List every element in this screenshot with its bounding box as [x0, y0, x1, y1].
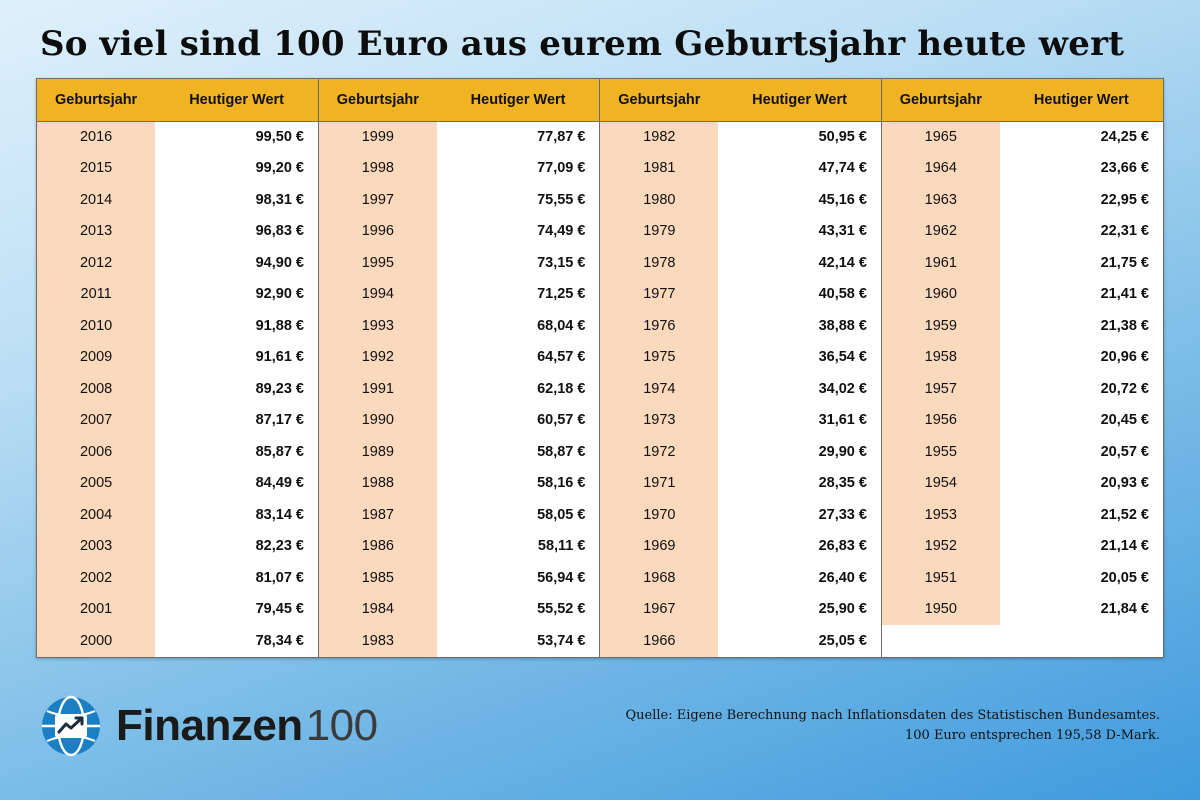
- table-row: [37, 468, 1163, 500]
- cell-year: 1972: [600, 436, 718, 468]
- cell-value: 78,34 €: [155, 625, 318, 657]
- cell-year: 2014: [37, 184, 155, 216]
- table-grid: [37, 79, 1163, 657]
- cell-year: 1993: [318, 310, 436, 342]
- cell-value: 58,87 €: [437, 436, 600, 468]
- cell-year: 1968: [600, 562, 718, 594]
- cell-value: 81,07 €: [155, 562, 318, 594]
- table-row: [37, 153, 1163, 185]
- cell-year: 1960: [881, 279, 999, 311]
- cell-value: 20,45 €: [1000, 405, 1163, 437]
- cell-year: 1973: [600, 405, 718, 437]
- cell-year: 2001: [37, 594, 155, 626]
- cell-value: [1000, 625, 1163, 657]
- cell-value: 38,88 €: [718, 310, 881, 342]
- cell-value: 60,57 €: [437, 405, 600, 437]
- cell-year: 1965: [881, 121, 999, 153]
- cell-year: 1955: [881, 436, 999, 468]
- table-row: [37, 405, 1163, 437]
- cell-year: 2008: [37, 373, 155, 405]
- cell-value: 21,75 €: [1000, 247, 1163, 279]
- cell-year: 2002: [37, 562, 155, 594]
- cell-year: 1954: [881, 468, 999, 500]
- cell-value: 75,55 €: [437, 184, 600, 216]
- cell-value: 31,61 €: [718, 405, 881, 437]
- cell-value: 94,90 €: [155, 247, 318, 279]
- cell-value: 27,33 €: [718, 499, 881, 531]
- cell-year: 1980: [600, 184, 718, 216]
- globe-chart-icon: [40, 695, 102, 757]
- cell-value: 84,49 €: [155, 468, 318, 500]
- cell-year: 1962: [881, 216, 999, 248]
- cell-year: 1967: [600, 594, 718, 626]
- cell-year: 1952: [881, 531, 999, 563]
- cell-value: 25,05 €: [718, 625, 881, 657]
- cell-year: 2000: [37, 625, 155, 657]
- table-row: [37, 562, 1163, 594]
- cell-year: 1981: [600, 153, 718, 185]
- cell-value: 20,72 €: [1000, 373, 1163, 405]
- cell-value: 62,18 €: [437, 373, 600, 405]
- cell-value: 23,66 €: [1000, 153, 1163, 185]
- cell-year: 1956: [881, 405, 999, 437]
- header-wert-3: Heutiger Wert: [718, 79, 881, 121]
- cell-year: 1970: [600, 499, 718, 531]
- cell-value: 45,16 €: [718, 184, 881, 216]
- cell-value: 73,15 €: [437, 247, 600, 279]
- cell-year: 2012: [37, 247, 155, 279]
- cell-value: 20,96 €: [1000, 342, 1163, 374]
- cell-value: 99,50 €: [155, 121, 318, 153]
- table-row: [37, 436, 1163, 468]
- table-row: [37, 279, 1163, 311]
- cell-value: 28,35 €: [718, 468, 881, 500]
- table-row: [37, 625, 1163, 657]
- brand: [40, 695, 378, 757]
- cell-value: 29,90 €: [718, 436, 881, 468]
- cell-value: 34,02 €: [718, 373, 881, 405]
- brand-name: Finanzen: [116, 700, 303, 750]
- cell-value: 20,57 €: [1000, 436, 1163, 468]
- cell-year: 1989: [318, 436, 436, 468]
- cell-value: 43,31 €: [718, 216, 881, 248]
- cell-year: 1969: [600, 531, 718, 563]
- cell-year: 1959: [881, 310, 999, 342]
- header-wert-1: Heutiger Wert: [155, 79, 318, 121]
- cell-value: 55,52 €: [437, 594, 600, 626]
- cell-value: 85,87 €: [155, 436, 318, 468]
- cell-year: 1963: [881, 184, 999, 216]
- cell-value: 21,41 €: [1000, 279, 1163, 311]
- cell-year: 2005: [37, 468, 155, 500]
- table-row: [37, 121, 1163, 153]
- cell-year: 1982: [600, 121, 718, 153]
- cell-value: 26,40 €: [718, 562, 881, 594]
- cell-year: 1988: [318, 468, 436, 500]
- cell-value: 22,95 €: [1000, 184, 1163, 216]
- cell-year: 1996: [318, 216, 436, 248]
- table-row: [37, 531, 1163, 563]
- cell-year: 1983: [318, 625, 436, 657]
- cell-value: 77,87 €: [437, 121, 600, 153]
- cell-value: 58,16 €: [437, 468, 600, 500]
- cell-value: 92,90 €: [155, 279, 318, 311]
- cell-year: 1976: [600, 310, 718, 342]
- cell-year: 1971: [600, 468, 718, 500]
- cell-value: 91,61 €: [155, 342, 318, 374]
- cell-year: 1999: [318, 121, 436, 153]
- cell-year: 1964: [881, 153, 999, 185]
- header-wert-2: Heutiger Wert: [437, 79, 600, 121]
- cell-year: 1978: [600, 247, 718, 279]
- cell-value: 50,95 €: [718, 121, 881, 153]
- source-line-2: 100 Euro entsprechen 195,58 D-Mark.: [905, 727, 1160, 743]
- cell-value: 26,83 €: [718, 531, 881, 563]
- cell-year: 1990: [318, 405, 436, 437]
- cell-value: 24,25 €: [1000, 121, 1163, 153]
- cell-value: 42,14 €: [718, 247, 881, 279]
- table-row: [37, 310, 1163, 342]
- cell-year: 2004: [37, 499, 155, 531]
- cell-value: 87,17 €: [155, 405, 318, 437]
- cell-year: 2016: [37, 121, 155, 153]
- cell-value: 25,90 €: [718, 594, 881, 626]
- cell-year: 1957: [881, 373, 999, 405]
- cell-value: 98,31 €: [155, 184, 318, 216]
- cell-year: 2009: [37, 342, 155, 374]
- cell-year: 2011: [37, 279, 155, 311]
- cell-value: 40,58 €: [718, 279, 881, 311]
- footer: [36, 658, 1164, 800]
- cell-value: 21,38 €: [1000, 310, 1163, 342]
- table-row: [37, 216, 1163, 248]
- value-table: [36, 78, 1164, 658]
- cell-value: 64,57 €: [437, 342, 600, 374]
- cell-value: 77,09 €: [437, 153, 600, 185]
- cell-value: 68,04 €: [437, 310, 600, 342]
- brand-suffix: 100: [305, 700, 378, 750]
- cell-value: 53,74 €: [437, 625, 600, 657]
- cell-year: 1991: [318, 373, 436, 405]
- cell-year: 1958: [881, 342, 999, 374]
- cell-value: 91,88 €: [155, 310, 318, 342]
- cell-year: 1995: [318, 247, 436, 279]
- cell-year: 1974: [600, 373, 718, 405]
- cell-value: 58,11 €: [437, 531, 600, 563]
- cell-value: 21,84 €: [1000, 594, 1163, 626]
- cell-value: 74,49 €: [437, 216, 600, 248]
- cell-year: 1961: [881, 247, 999, 279]
- cell-year: 1966: [600, 625, 718, 657]
- cell-value: 22,31 €: [1000, 216, 1163, 248]
- cell-year: 1987: [318, 499, 436, 531]
- header-geburtsjahr-3: Geburtsjahr: [600, 79, 718, 121]
- table-head: [37, 79, 1163, 121]
- table-body: [37, 121, 1163, 657]
- header-row: [37, 79, 1163, 121]
- table-row: [37, 373, 1163, 405]
- cell-value: 20,93 €: [1000, 468, 1163, 500]
- cell-value: 21,14 €: [1000, 531, 1163, 563]
- table-row: [37, 184, 1163, 216]
- cell-value: 99,20 €: [155, 153, 318, 185]
- source-line-1: Quelle: Eigene Berechnung nach Inflationsdaten des Statistischen Bundesamtes.: [625, 708, 1160, 724]
- table-row: [37, 499, 1163, 531]
- cell-value: 56,94 €: [437, 562, 600, 594]
- cell-year: 1986: [318, 531, 436, 563]
- cell-value: 58,05 €: [437, 499, 600, 531]
- cell-year: 1977: [600, 279, 718, 311]
- cell-value: 96,83 €: [155, 216, 318, 248]
- cell-year: 2007: [37, 405, 155, 437]
- cell-year: 1984: [318, 594, 436, 626]
- table-row: [37, 247, 1163, 279]
- cell-year: [881, 625, 999, 657]
- header-geburtsjahr-4: Geburtsjahr: [881, 79, 999, 121]
- cell-value: 83,14 €: [155, 499, 318, 531]
- cell-year: 2003: [37, 531, 155, 563]
- cell-year: 2010: [37, 310, 155, 342]
- cell-year: 1994: [318, 279, 436, 311]
- header-wert-4: Heutiger Wert: [1000, 79, 1163, 121]
- cell-value: 82,23 €: [155, 531, 318, 563]
- cell-value: 79,45 €: [155, 594, 318, 626]
- cell-year: 1950: [881, 594, 999, 626]
- cell-year: 2013: [37, 216, 155, 248]
- page-title: So viel sind 100 Euro aus eurem Geburtsjahr heute wert: [40, 24, 1125, 64]
- cell-value: 20,05 €: [1000, 562, 1163, 594]
- cell-year: 2006: [37, 436, 155, 468]
- cell-year: 1998: [318, 153, 436, 185]
- cell-year: 1997: [318, 184, 436, 216]
- cell-year: 1975: [600, 342, 718, 374]
- cell-year: 1985: [318, 562, 436, 594]
- cell-year: 1979: [600, 216, 718, 248]
- header-geburtsjahr-2: Geburtsjahr: [318, 79, 436, 121]
- table-row: [37, 594, 1163, 626]
- cell-value: 21,52 €: [1000, 499, 1163, 531]
- cell-value: 47,74 €: [718, 153, 881, 185]
- cell-value: 36,54 €: [718, 342, 881, 374]
- header-geburtsjahr-1: Geburtsjahr: [37, 79, 155, 121]
- cell-year: 1953: [881, 499, 999, 531]
- cell-year: 1992: [318, 342, 436, 374]
- cell-value: 71,25 €: [437, 279, 600, 311]
- cell-year: 1951: [881, 562, 999, 594]
- brand-wordmark: [116, 701, 378, 751]
- cell-value: 89,23 €: [155, 373, 318, 405]
- cell-year: 2015: [37, 153, 155, 185]
- table-row: [37, 342, 1163, 374]
- source-note: [625, 706, 1160, 745]
